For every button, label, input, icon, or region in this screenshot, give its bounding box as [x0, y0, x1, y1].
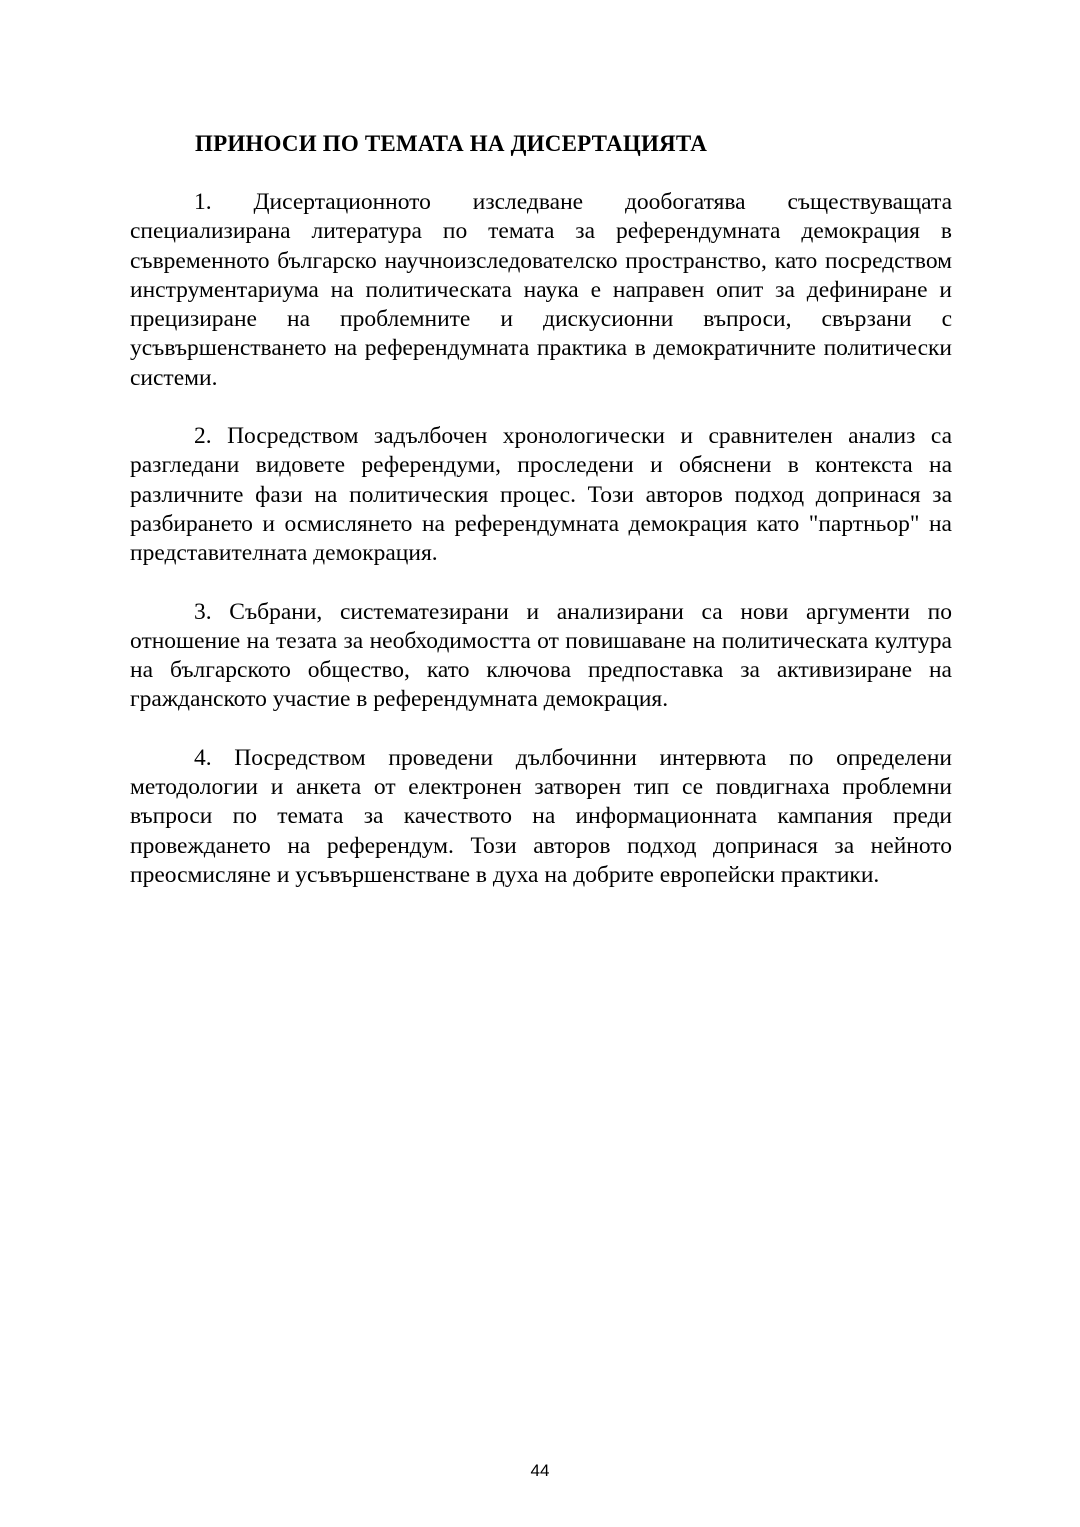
contribution-paragraph-1: 1. Дисертационното изследване дообогатява съществуващата специализирана литература по темата за референдумната демокрация в съвременното българско научноизследователско пространство, като посредством инструментариума на политическата наука е направен опит за дефиниране и прецизиране на проблемните и дискусионни въпроси, свързани с усъвършенстването на референдумната практика в демократичните политически системи. — [130, 189, 952, 391]
page-number: 44 — [530, 1461, 550, 1480]
contributions-list — [130, 188, 952, 919]
contribution-paragraph-2: 2. Посредством задълбочен хронологически и сравнителен анализ са разгледани видовете референдуми, проследени и обяснени в контекста на различните фази на политическия процес. Този авторов подход допринася за разбирането и осмислянето на референдумната демокрация като "партньор" на представителната демокрация. — [130, 423, 952, 567]
contribution-paragraph-4: 4. Посредством проведени дълбочинни интервюта по определени методологии и анкета от електронен затворен тип се повдигнаха проблемни въпроси по темата за качеството на информационната кампания преди провеждането на референдум. Този авторов подход допринася за нейното преосмисляне и усъвършенстване в духа на добрите европейски практики. — [130, 744, 952, 888]
section-heading: ПРИНОСИ ПО ТЕМАТА НА ДИСЕРТАЦИЯТА — [195, 131, 708, 156]
contribution-paragraph-3: 3. Събрани, систематезирани и анализирани са нови аргументи по отношение на тезата за необходимостта от повишаване на политическата култура на българското общество, като ключова предпоставка за активизиране на гражданското участие в референдумната демокрация. — [130, 598, 952, 713]
